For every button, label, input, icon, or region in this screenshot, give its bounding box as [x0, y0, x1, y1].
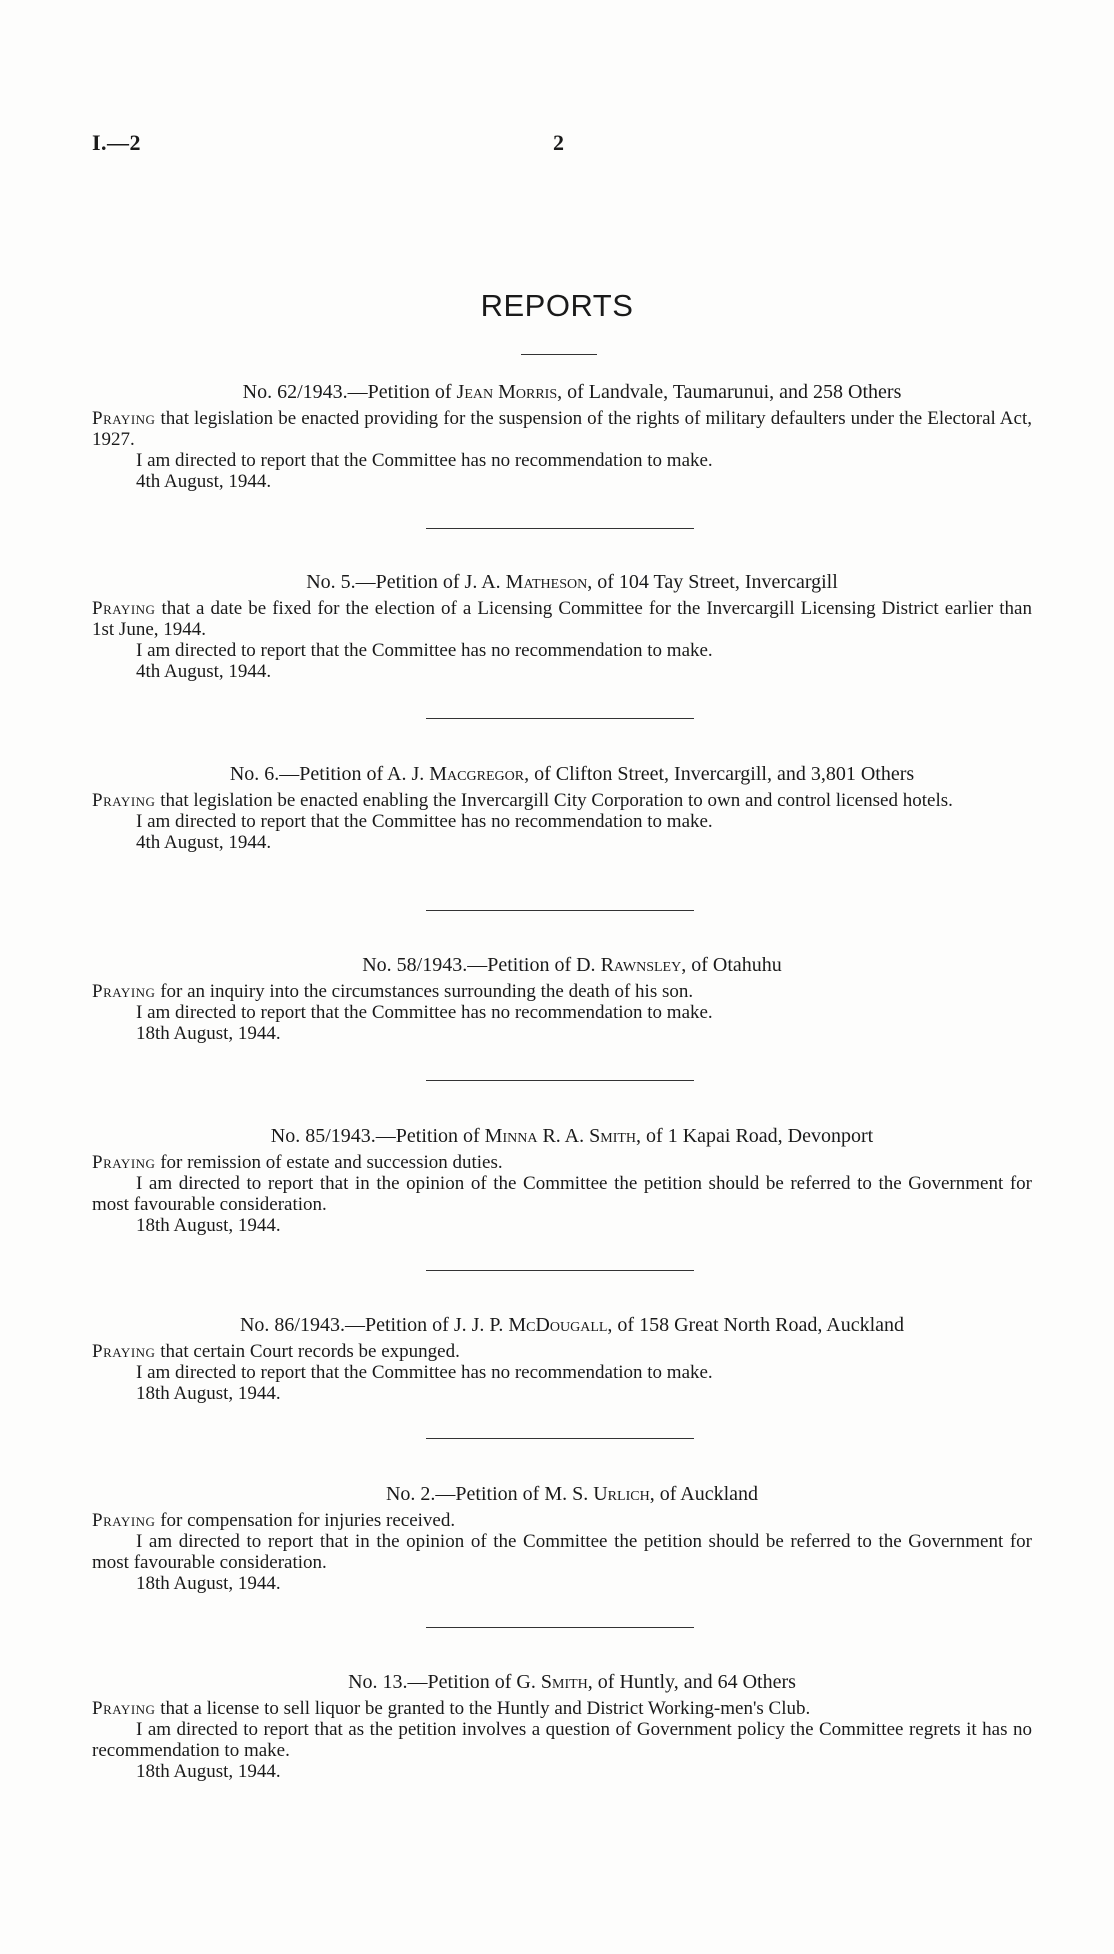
report-date: 4th August, 1944. [136, 471, 272, 492]
petitioner-name: Macgregor [429, 763, 525, 785]
section-divider [426, 1438, 694, 1439]
petition-entry [92, 764, 1032, 853]
petition-prayer: Praying that legislation be enacted providing for the suspension of the rights of military defaulters under the Electoral Act, 1927. [92, 408, 1032, 450]
petition-entry [92, 382, 1032, 492]
page-number: 2 [553, 130, 564, 155]
petitioner-name: Smith [540, 1671, 588, 1693]
section-divider [426, 1627, 694, 1628]
page-title: REPORTS [480, 288, 634, 323]
petition-prayer: Praying that a license to sell liquor be granted to the Huntly and District Working-men's Club. [92, 1698, 811, 1719]
petition-heading: No. 86/1943.—Petition of J. J. P. McDougall, of 158 Great North Road, Auckland [239, 1314, 905, 1336]
section-divider [426, 1270, 694, 1271]
report-date: 18th August, 1944. [136, 1761, 281, 1782]
petition-prayer: Praying for remission of estate and succession duties. [92, 1152, 503, 1173]
report-date: 18th August, 1944. [136, 1573, 281, 1594]
committee-report: I am directed to report that in the opinion of the Committee the petition should be referred to the Government for most favourable consideration. [92, 1173, 1032, 1215]
petition-entry [92, 1315, 1032, 1404]
petitioner-name: Rawnsley [600, 954, 682, 976]
page-reference: I.—2 [92, 130, 142, 155]
petition-heading: No. 6.—Petition of A. J. Macgregor, of Clifton Street, Invercargill, and 3,801 Others [229, 763, 915, 785]
report-date: 18th August, 1944. [136, 1215, 281, 1236]
petition-prayer: Praying that certain Court records be expunged. [92, 1341, 460, 1362]
petitioner-name: Matheson [505, 571, 588, 593]
committee-report: I am directed to report that the Committee has no recommendation to make. [136, 1002, 713, 1023]
committee-report: I am directed to report that the Committee has no recommendation to make. [136, 1362, 713, 1383]
petition-entry [92, 1126, 1032, 1236]
report-date: 18th August, 1944. [136, 1023, 281, 1044]
petition-prayer: Praying that legislation be enacted enabling the Invercargill City Corporation to own and control licensed hotels. [92, 790, 953, 811]
committee-report: I am directed to report that in the opinion of the Committee the petition should be referred to the Government for most favourable consideration. [92, 1531, 1032, 1573]
petitioner-name: Jean Morris [456, 381, 558, 403]
petition-prayer: Praying that a date be fixed for the election of a Licensing Committee for the Invercargill Licensing District earlier than 1st June, 1944. [92, 598, 1032, 640]
petitioner-name: McDougall [508, 1314, 608, 1336]
petition-entry [92, 572, 1032, 682]
petition-heading: No. 58/1943.—Petition of D. Rawnsley, of Otahuhu [362, 954, 782, 976]
section-divider [426, 1080, 694, 1081]
section-divider [426, 718, 694, 719]
petition-prayer: Praying for an inquiry into the circumstances surrounding the death of his son. [92, 981, 694, 1002]
petitioner-name: Minna R. A. Smith [484, 1125, 637, 1147]
petition-heading: No. 5.—Petition of J. A. Matheson, of 104 Tay Street, Invercargill [306, 571, 838, 593]
report-date: 18th August, 1944. [136, 1383, 281, 1404]
title-divider [521, 354, 597, 355]
petition-heading: No. 13.—Petition of G. Smith, of Huntly, and 64 Others [348, 1671, 796, 1693]
committee-report: I am directed to report that as the petition involves a question of Government policy the Committee regrets it has no recommendation to make. [92, 1719, 1032, 1761]
petition-heading: No. 62/1943.—Petition of Jean Morris, of Landvale, Taumarunui, and 258 Others [242, 381, 902, 403]
petition-entry [92, 1484, 1032, 1594]
petition-prayer: Praying for compensation for injuries received. [92, 1510, 456, 1531]
petition-entry [92, 1672, 1032, 1782]
petition-heading: No. 2.—Petition of M. S. Urlich, of Auckland [385, 1483, 758, 1505]
section-divider [426, 910, 694, 911]
report-date: 4th August, 1944. [136, 661, 272, 682]
petition-entry [92, 955, 1032, 1044]
section-divider [426, 528, 694, 529]
petitioner-name: Urlich [593, 1483, 650, 1505]
petition-heading: No. 85/1943.—Petition of Minna R. A. Smith, of 1 Kapai Road, Devonport [270, 1125, 874, 1147]
report-date: 4th August, 1944. [136, 832, 272, 853]
committee-report: I am directed to report that the Committee has no recommendation to make. [136, 450, 713, 471]
committee-report: I am directed to report that the Committee has no recommendation to make. [136, 640, 713, 661]
committee-report: I am directed to report that the Committee has no recommendation to make. [136, 811, 713, 832]
